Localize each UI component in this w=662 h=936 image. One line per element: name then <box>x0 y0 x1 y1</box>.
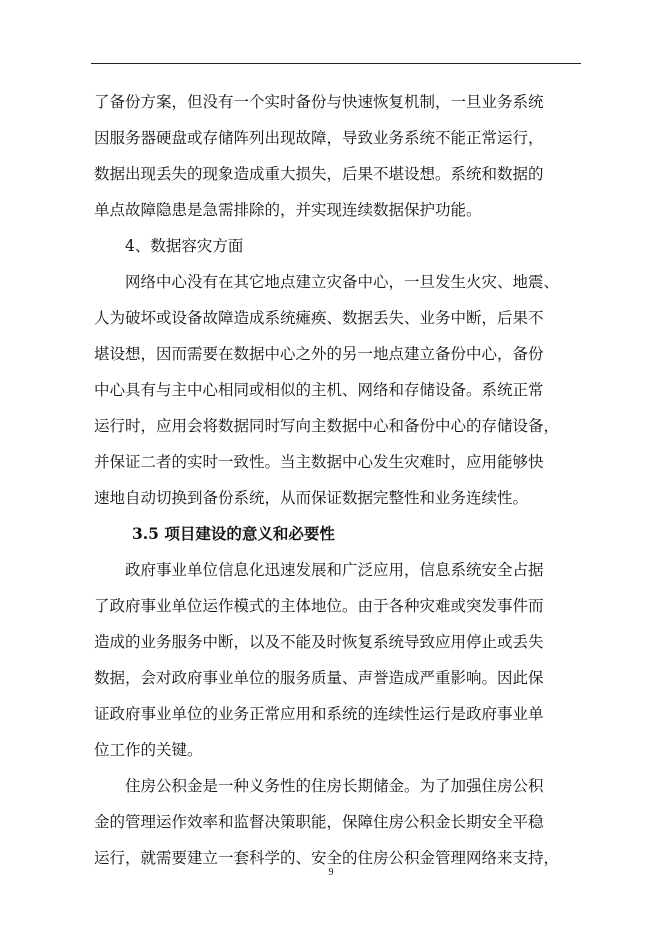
header-rule <box>91 63 581 64</box>
subheading-disaster-recovery: 4、数据容灾方面 <box>125 237 244 255</box>
paragraph-line: 并保证二者的实时一致性。当主数据中心发生灾难时，应用能够快 <box>94 453 544 471</box>
section-heading: 3.5 项目建设的意义和必要性 <box>132 524 335 543</box>
paragraph-line: 了政府事业单位运作模式的主体地位。由于各种灾难或突发事件而 <box>94 597 544 615</box>
paragraph-line: 网络中心没有在其它地点建立灾备中心，一旦发生火灾、地震、 <box>125 273 560 291</box>
paragraph-line: 金的管理运作效率和监督决策职能，保障住房公积金长期安全平稳 <box>94 813 544 831</box>
paragraph-line: 单点故障隐患是急需排除的，并实现连续数据保护功能。 <box>94 201 482 219</box>
paragraph-line: 因服务器硬盘或存储阵列出现故障，导致业务系统不能正常运行， <box>94 129 544 147</box>
paragraph-line: 证政府事业单位的业务正常应用和系统的连续性运行是政府事业单 <box>94 705 544 723</box>
paragraph-line: 速地自动切换到备份系统，从而保证数据完整性和业务连续性。 <box>94 489 529 507</box>
paragraph-line: 运行，就需要建立一套科学的、安全的住房公积金管理网络来支持， <box>94 849 560 867</box>
paragraph-line: 数据出现丢失的现象造成重大损失，后果不堪设想。系统和数据的 <box>94 165 544 183</box>
paragraph-line: 位工作的关键。 <box>94 741 203 759</box>
paragraph-line: 住房公积金是一种义务性的住房长期储金。为了加强住房公积 <box>125 777 544 795</box>
paragraph-line: 政府事业单位信息化迅速发展和广泛应用，信息系统安全占据 <box>125 561 544 579</box>
paragraph-line: 造成的业务服务中断，以及不能及时恢复系统导致应用停止或丢失 <box>94 633 544 651</box>
paragraph-line: 中心具有与主中心相同或相似的主机、网络和存储设备。系统正常 <box>94 381 544 399</box>
paragraph-line: 运行时，应用会将数据同时写向主数据中心和备份中心的存储设备， <box>94 417 560 435</box>
paragraph-line: 堪设想，因而需要在数据中心之外的另一地点建立备份中心，备份 <box>94 345 544 363</box>
page-number: 9 <box>328 867 334 878</box>
paragraph-line: 人为破坏或设备故障造成系统瘫痪、数据丢失、业务中断，后果不 <box>94 309 544 327</box>
paragraph-line: 了备份方案，但没有一个实时备份与快速恢复机制，一旦业务系统 <box>94 93 544 111</box>
document-body <box>94 84 584 876</box>
paragraph-line: 数据，会对政府事业单位的服务质量、声誉造成严重影响。因此保 <box>94 669 544 687</box>
